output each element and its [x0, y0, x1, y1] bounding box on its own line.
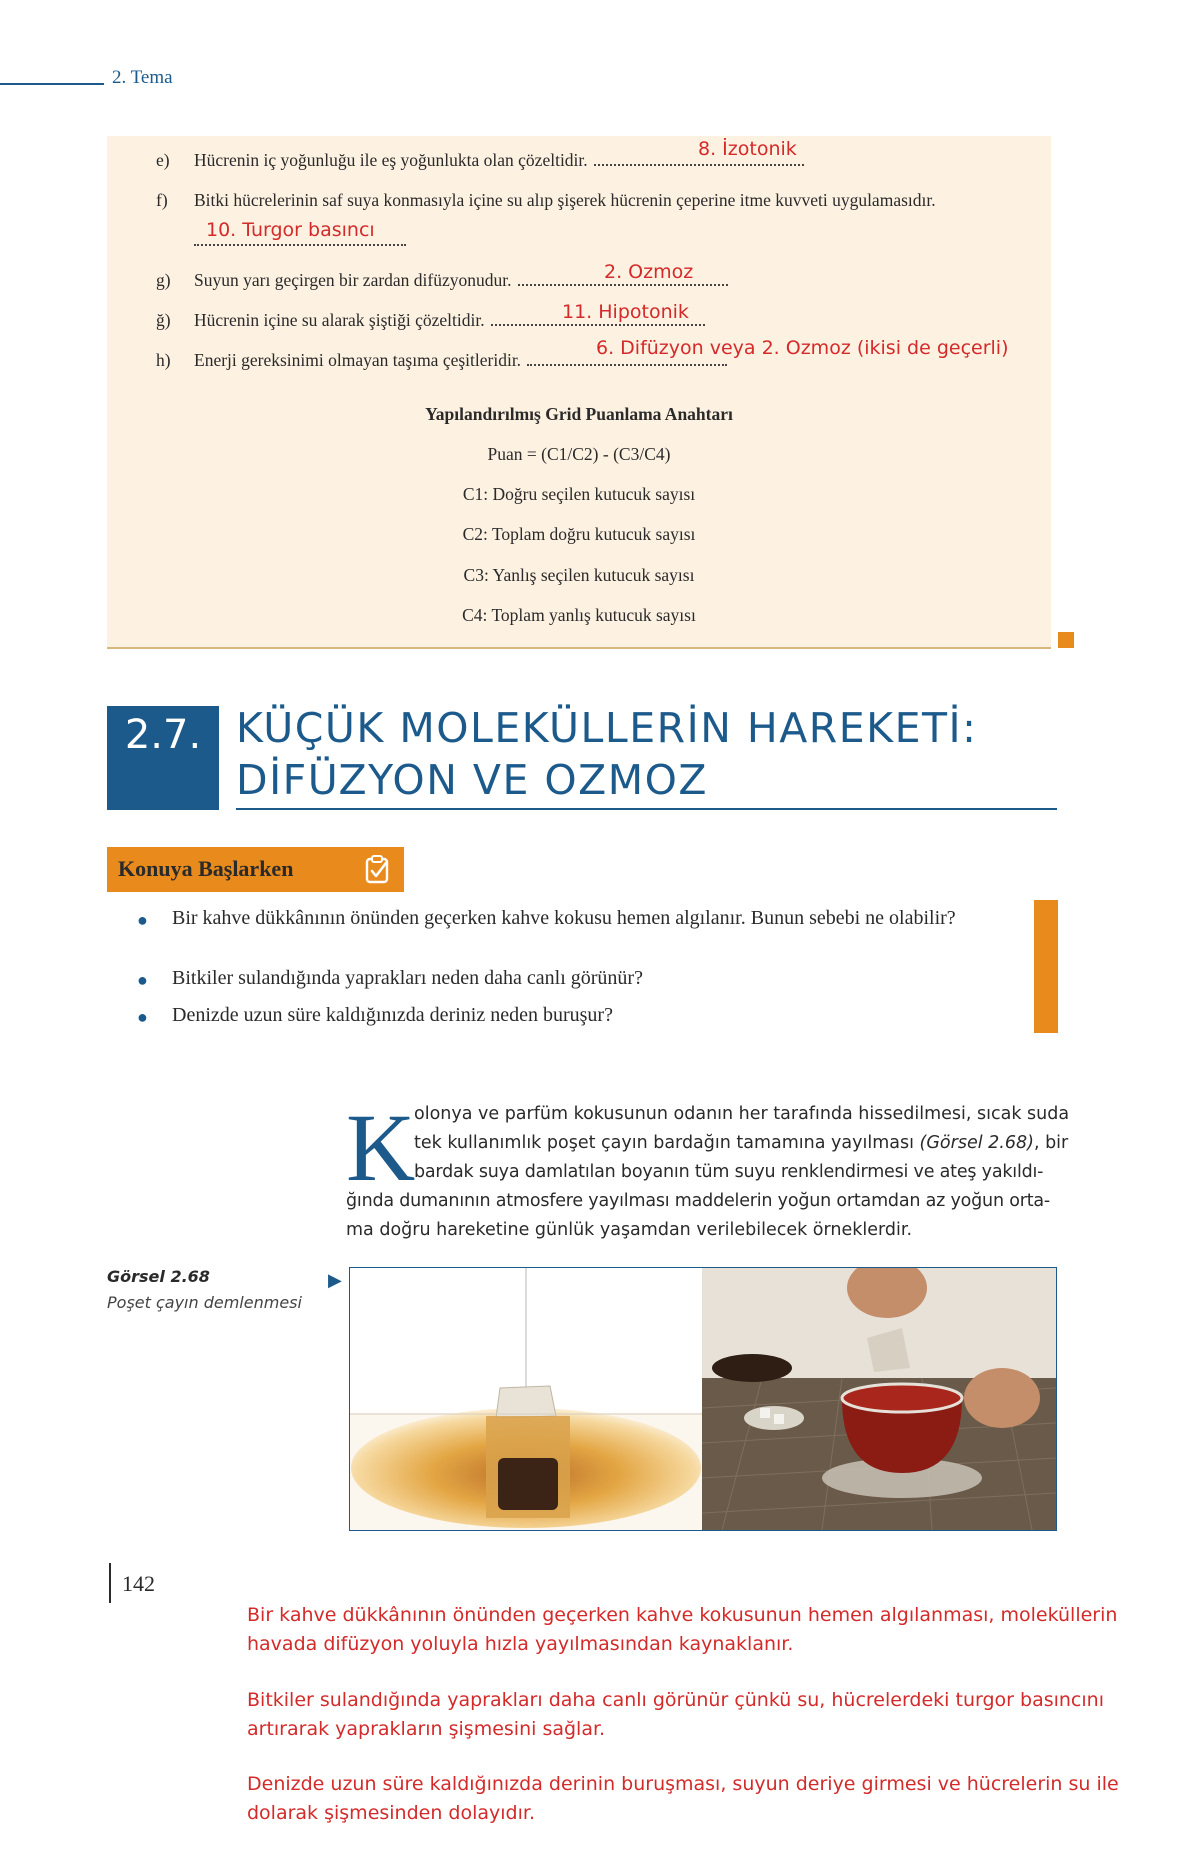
side-accent-bar — [1034, 900, 1058, 1033]
question-text: Bitki hücrelerinin saf suya konmasıyla içine su alıp şişerek hücrenin çeperine itme kuvveti uygulamasıdır. — [194, 190, 936, 210]
question-letter: e) — [156, 150, 170, 170]
bullet-icon: ● — [137, 970, 148, 990]
question-letter: ğ) — [156, 310, 171, 330]
drop-cap: K — [346, 1094, 416, 1201]
grid-key-line: C3: Yanlış seçilen kutucuk sayısı — [463, 565, 695, 585]
bullet-icon: ● — [137, 910, 148, 930]
intro-label: Konuya Başlarken — [118, 856, 294, 881]
question-letter: g) — [156, 270, 171, 290]
handwritten-answer: 11. Hipotonik — [562, 301, 689, 323]
intro-question: Bitkiler sulandığında yaprakları neden daha canlı görünür? — [172, 967, 643, 989]
answer-paragraph: Denizde uzun süre kaldığınızda derinin buruşması, suyun deriye girmesi ve hücrelerin su ile dolarak şişmesinden dolayıdır. — [247, 1773, 1119, 1824]
answer-paragraph: Bitkiler sulandığında yaprakları daha canlı görünür çünkü su, hücrelerdeki turgor basıncını artırarak yaprakların şişmesini sağlar. — [247, 1689, 1104, 1740]
intro-question: Denizde uzun süre kaldığınızda deriniz neden buruşur? — [172, 1004, 613, 1026]
handwritten-answer: 2. Ozmoz — [604, 261, 694, 283]
question-letter: f) — [156, 190, 168, 210]
box-corner-marker — [1058, 632, 1074, 648]
handwritten-answer: 8. İzotonik — [698, 138, 797, 160]
question-text: Hücrenin içine su alarak şiştiği çözeltidir. — [194, 310, 705, 331]
paragraph-line: olonya ve parfüm kokusunun odanın her tarafında hissedilmesi, sıcak suda — [414, 1104, 1070, 1124]
paragraph-line: ğında dumanının atmosfere yayılması maddelerin yoğun ortamdan az yoğun orta- — [346, 1191, 1051, 1211]
question-text: Suyun yarı geçirgen bir zardan difüzyonudur. — [194, 270, 728, 291]
figure-caption: Poşet çayın demlenmesi — [107, 1293, 302, 1312]
handwritten-answer: 10. Turgor basıncı — [206, 219, 375, 241]
answer-paragraph: Bir kahve dükkânının önünden geçerken kahve kokusunun hemen algılanması, moleküllerin havada difüzyon yoluyla hızla yayılmasından kaynaklanır. — [247, 1604, 1118, 1655]
figure-frame — [349, 1267, 1057, 1531]
question-text: Hücrenin iç yoğunluğu ile eş yoğunlukta olan çözeltidir. — [194, 150, 804, 171]
paragraph-line: tek kullanımlık poşet çayın bardağın tamamına yayılması (Görsel 2.68), bir — [414, 1133, 1069, 1153]
clipboard-check-icon — [362, 853, 394, 885]
grid-key-line: C2: Toplam doğru kutucuk sayısı — [462, 524, 696, 544]
question-text: Enerji gereksinimi olmayan taşıma çeşitleridir. — [194, 350, 727, 371]
section-number: 2.7. — [124, 712, 202, 758]
grid-key-title: Yapılandırılmış Grid Puanlama Anahtarı — [425, 404, 733, 424]
handwritten-answer: 6. Difüzyon veya 2. Ozmoz (ikisi de geçerli) — [596, 337, 1009, 359]
section-title-line1: KÜÇÜK MOLEKÜLLERİN HAREKETİ: — [236, 704, 978, 752]
section-title-rule — [236, 808, 1057, 810]
paragraph-line: bardak suya damlatılan boyanın tüm suyu renklendirmesi ve ateş yakıldı- — [414, 1162, 1044, 1182]
bullet-icon: ● — [137, 1007, 148, 1027]
page-number: 142 — [122, 1571, 155, 1596]
page-number-rule — [109, 1563, 111, 1603]
figure-title: Görsel 2.68 — [107, 1267, 210, 1286]
grid-key-line: C1: Doğru seçilen kutucuk sayısı — [462, 484, 696, 504]
figure-arrow-icon: ▶ — [328, 1270, 342, 1290]
grid-key-line: C4: Toplam yanlış kutucuk sayısı — [462, 605, 696, 625]
chapter-label: 2. Tema — [112, 67, 173, 88]
paragraph-line: ma doğru hareketine günlük yaşamdan verilebilecek örneklerdir. — [346, 1220, 913, 1240]
question-letter: h) — [156, 350, 171, 370]
answer-dotted-line — [194, 244, 406, 246]
header-rule — [0, 83, 104, 85]
grid-key-formula: Puan = (C1/C2) - (C3/C4) — [487, 444, 671, 464]
section-title-line2: DİFÜZYON VE OZMOZ — [236, 756, 708, 804]
intro-question: Bir kahve dükkânının önünden geçerken kahve kokusu hemen algılanır. Bunun sebebi ne olabilir? — [172, 907, 956, 929]
